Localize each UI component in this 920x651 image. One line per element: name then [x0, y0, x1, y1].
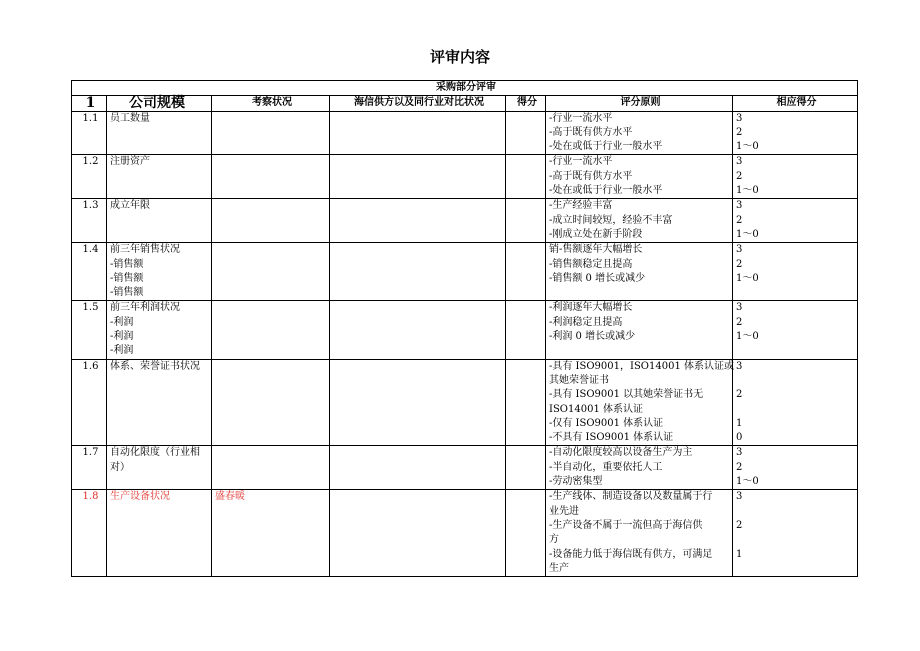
cell-line: -销售额 [110, 272, 144, 284]
row-points [733, 490, 858, 577]
row-comparison [330, 111, 506, 155]
row-observation [212, 111, 330, 155]
row-points [733, 111, 858, 155]
section-title: 采购部分评审 [72, 81, 858, 96]
review-table [71, 80, 858, 577]
cell-line: 2 [736, 389, 743, 401]
cell-line: -半自动化，重要依托人工 [549, 461, 663, 473]
row-points [733, 359, 858, 446]
cell-text: 1.6 [82, 360, 99, 372]
row-index [72, 446, 107, 490]
table-row [72, 243, 858, 301]
row-comparison [330, 446, 506, 490]
row-item [107, 155, 212, 199]
cell-line: 1 [736, 417, 743, 429]
row-criteria [546, 199, 733, 243]
cell-line: 3 [736, 112, 743, 124]
row-observation [212, 446, 330, 490]
cell-line: -高于既有供方水平 [549, 126, 633, 138]
row-score [506, 446, 546, 490]
cell-line: -销售额稳定且提高 [549, 258, 633, 270]
cell-line: -利润 [110, 331, 134, 343]
cell-line: 自动化限度（行业相 [110, 447, 200, 459]
cell-line: 生产设备状况 [110, 491, 170, 503]
section-number: 1 [72, 96, 107, 111]
cell-line: 2 [736, 170, 743, 182]
cell-line: -处在或低于行业一般水平 [549, 185, 663, 197]
row-observation [212, 490, 330, 577]
row-criteria [546, 111, 733, 155]
cell-line: -生产经验丰富 [549, 200, 613, 212]
cell-line: 其她荣誉证书 [549, 374, 609, 386]
cell-line: 注册资产 [110, 156, 150, 168]
header-observation: 考察状况 [212, 96, 330, 111]
cell-text: 盛春暖 [215, 491, 245, 503]
cell-line: 成立年限 [110, 200, 150, 212]
table-row [72, 199, 858, 243]
header-points: 相应得分 [733, 96, 858, 111]
cell-line [736, 562, 857, 576]
cell-text: 1.1 [82, 112, 99, 124]
cell-line: -不具有 ISO9001 体系认证 [549, 432, 674, 444]
cell-line: 2 [736, 316, 743, 328]
row-score [506, 490, 546, 577]
cell-line: -利润逐年大幅增长 [549, 302, 633, 314]
cell-line: 2 [736, 214, 743, 226]
cell-line: -刚成立处在新手阶段 [549, 228, 643, 240]
section-name: 公司规模 [107, 96, 212, 111]
row-points [733, 446, 858, 490]
cell-text: 1.8 [82, 491, 99, 503]
cell-text: 1.3 [82, 200, 99, 212]
row-index [72, 199, 107, 243]
cell-line: ISO14001 体系认证 [549, 403, 643, 415]
cell-text: 1.7 [82, 447, 99, 459]
row-item [107, 301, 212, 359]
cell-line: 2 [736, 126, 743, 138]
cell-line: 2 [736, 258, 743, 270]
row-item [107, 446, 212, 490]
row-criteria [546, 155, 733, 199]
cell-line: -销售额 [110, 287, 144, 299]
cell-line: -生产线体、制造设备以及数量属于行 [549, 491, 713, 503]
cell-line: -高于既有供方水平 [549, 170, 633, 182]
cell-line: -具有 ISO9001，ISO14001 体系认证或 [549, 360, 734, 372]
cell-line: -生产设备不属于一流但高于海信供 [549, 519, 703, 531]
row-comparison [330, 155, 506, 199]
cell-line: 3 [736, 491, 743, 503]
header-criteria: 评分原则 [546, 96, 733, 111]
row-criteria [546, 446, 733, 490]
cell-line: -劳动密集型 [549, 476, 603, 488]
row-score [506, 199, 546, 243]
row-index [72, 111, 107, 155]
cell-line: 1～0 [736, 476, 759, 488]
cell-text: 1.5 [82, 302, 99, 314]
cell-line: 3 [736, 244, 743, 256]
row-points [733, 301, 858, 359]
cell-line [736, 505, 857, 519]
cell-line: 1～0 [736, 228, 759, 240]
row-score [506, 155, 546, 199]
row-item [107, 199, 212, 243]
cell-line: -销售额 [110, 258, 144, 270]
cell-line: -行业一流水平 [549, 112, 613, 124]
cell-line [736, 403, 857, 417]
row-item [107, 490, 212, 577]
row-index [72, 359, 107, 446]
row-item [107, 243, 212, 301]
cell-line: 销-售额逐年大幅增长 [549, 244, 643, 256]
row-item [107, 359, 212, 446]
row-criteria [546, 243, 733, 301]
cell-line: 生产 [549, 562, 569, 574]
row-score [506, 243, 546, 301]
table-row [72, 446, 858, 490]
row-comparison [330, 490, 506, 577]
cell-line: -具有 ISO9001 以其她荣誉证书无 [549, 389, 704, 401]
cell-line: -利润 [110, 316, 134, 328]
cell-line: 员工数量 [110, 112, 150, 124]
cell-line: 1 [736, 548, 743, 560]
table-row [72, 490, 858, 577]
row-points [733, 155, 858, 199]
row-criteria [546, 301, 733, 359]
cell-line: 体系、荣誉证书状况 [110, 360, 200, 372]
row-score [506, 301, 546, 359]
cell-line: 前三年销售状况 [110, 244, 180, 256]
cell-line: 3 [736, 156, 743, 168]
table-row [72, 301, 858, 359]
cell-line: -行业一流水平 [549, 156, 613, 168]
cell-line: 3 [736, 360, 743, 372]
cell-line: -自动化限度较高以设备生产为主 [549, 447, 693, 459]
row-points [733, 199, 858, 243]
cell-line [736, 374, 857, 388]
section-title-row [72, 81, 858, 96]
cell-line: 1～0 [736, 141, 759, 153]
cell-line: 1～0 [736, 185, 759, 197]
row-score [506, 359, 546, 446]
table-row [72, 359, 858, 446]
cell-line: 1～0 [736, 272, 759, 284]
row-criteria [546, 359, 733, 446]
row-index [72, 155, 107, 199]
row-observation [212, 243, 330, 301]
cell-line: -成立时间较短，经验不丰富 [549, 214, 673, 226]
header-comparison: 海信供方以及同行业对比状况 [330, 96, 506, 111]
row-comparison [330, 243, 506, 301]
cell-line: -仅有 ISO9001 体系认证 [549, 417, 664, 429]
table-row [72, 155, 858, 199]
row-index [72, 490, 107, 577]
cell-line [736, 533, 857, 547]
row-comparison [330, 301, 506, 359]
cell-line: -设备能力低于海信既有供方，可满足 [549, 548, 713, 560]
row-points [733, 243, 858, 301]
cell-line: 2 [736, 461, 743, 473]
cell-line: 前三年利润状况 [110, 302, 180, 314]
cell-line: 1～0 [736, 331, 759, 343]
cell-line: -销售额 0 增长或减少 [549, 272, 646, 284]
row-comparison [330, 359, 506, 446]
row-item [107, 111, 212, 155]
row-observation [212, 199, 330, 243]
cell-line: 3 [736, 447, 743, 459]
row-comparison [330, 199, 506, 243]
row-score [506, 111, 546, 155]
row-index [72, 243, 107, 301]
cell-line: 3 [736, 200, 743, 212]
table-row [72, 111, 858, 155]
cell-text: 1.4 [82, 244, 99, 256]
cell-line: -处在或低于行业一般水平 [549, 141, 663, 153]
cell-line: 0 [736, 432, 743, 444]
page-title: 评审内容 [429, 48, 490, 66]
header-score: 得分 [506, 96, 546, 111]
cell-line: -利润 0 增长或减少 [549, 331, 636, 343]
cell-line: 对） [110, 461, 130, 473]
row-observation [212, 301, 330, 359]
cell-line: -利润 [110, 345, 134, 357]
header-row [72, 96, 858, 111]
row-index [72, 301, 107, 359]
cell-line: 3 [736, 302, 743, 314]
row-observation [212, 155, 330, 199]
cell-line: 业先进 [549, 505, 579, 517]
cell-line: 2 [736, 519, 743, 531]
cell-line: -利润稳定且提高 [549, 316, 623, 328]
cell-text: 1.2 [82, 156, 99, 168]
row-observation [212, 359, 330, 446]
row-criteria [546, 490, 733, 577]
cell-line: 方 [549, 534, 559, 546]
